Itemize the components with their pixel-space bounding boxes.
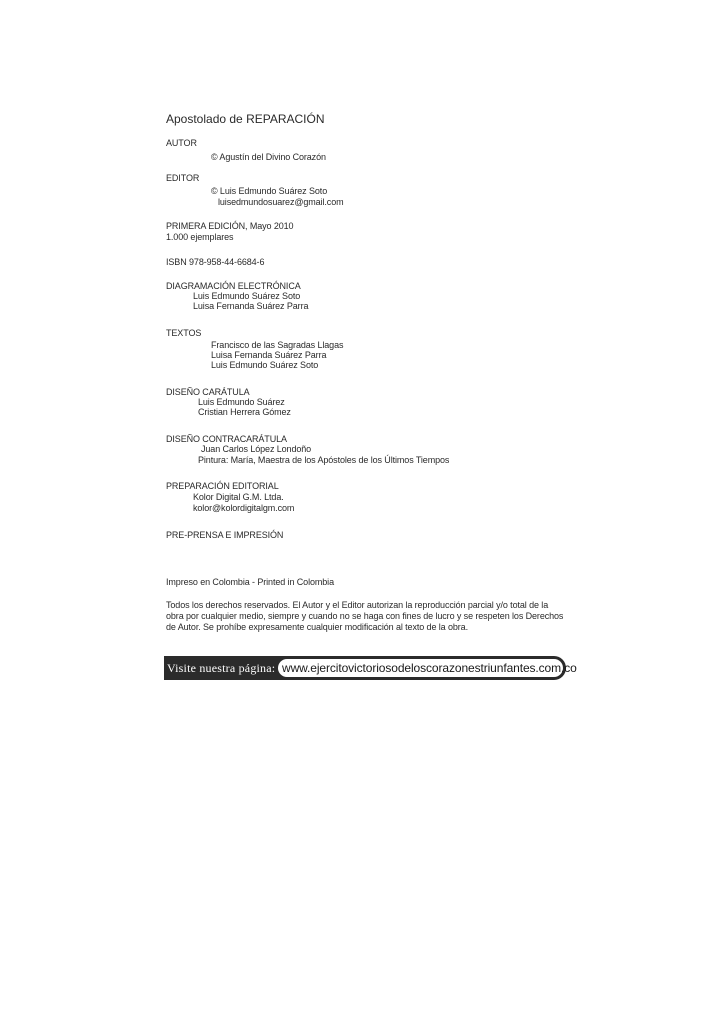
textos-heading: TEXTOS (166, 328, 202, 338)
editor-email: luisedmundosuarez@gmail.com (218, 197, 344, 207)
textos-name: Francisco de las Sagradas Llagas (211, 340, 344, 350)
preparacion-name: Kolor Digital G.M. Ltda. (193, 492, 284, 502)
edicion-heading: PRIMERA EDICIÓN, Mayo 2010 (166, 221, 294, 231)
website-link[interactable]: www.ejercitovictoriosodeloscorazonestriunfantes.com.co (282, 661, 577, 675)
impreso-line: Impreso en Colombia - Printed in Colombia (166, 577, 334, 587)
caratula-name: Luis Edmundo Suárez (198, 397, 285, 407)
preprensa: PRE-PRENSA E IMPRESIÓN (166, 530, 284, 540)
diagramacion-name: Luisa Fernanda Suárez Parra (193, 301, 309, 311)
rights-paragraph: Todos los derechos reservados. El Autor y el Editor autorizan la reproducción parcial y/o total de la obra por cualquier medio, siempre y cuando no se haga con fines de lucro y se respeten los Derechos de Autor. Se prohíbe expresamente cualquier modificación al texto de la obra. (166, 600, 564, 632)
preparacion-email: kolor@kolordigitalgm.com (193, 503, 295, 513)
editor-name: © Luis Edmundo Suárez Soto (211, 186, 328, 196)
preparacion-heading: PREPARACIÓN EDITORIAL (166, 481, 279, 491)
banner-label: Visite nuestra página: (167, 661, 276, 675)
contracaratula-name: Pintura: María, Maestra de los Apóstoles de los Últimos Tiempos (198, 455, 450, 465)
caratula-heading: DISEÑO CARÁTULA (166, 387, 250, 397)
autor-heading: AUTOR (166, 138, 197, 148)
caratula-name: Cristian Herrera Gómez (198, 407, 291, 417)
diagramacion-name: Luis Edmundo Suárez Soto (193, 291, 301, 301)
autor-name: © Agustín del Divino Corazón (211, 152, 326, 162)
diagramacion-heading: DIAGRAMACIÓN ELECTRÓNICA (166, 281, 301, 291)
textos-name: Luisa Fernanda Suárez Parra (211, 350, 327, 360)
contracaratula-name: Juan Carlos López Londoño (201, 444, 312, 454)
page-title: Apostolado de REPARACIÓN (166, 112, 325, 126)
editor-heading: EDITOR (166, 173, 200, 183)
edicion-copies: 1.000 ejemplares (166, 232, 234, 242)
isbn: ISBN 978-958-44-6684-6 (166, 257, 265, 267)
contracaratula-heading: DISEÑO CONTRACARÁTULA (166, 434, 287, 444)
textos-name: Luis Edmundo Suárez Soto (211, 360, 319, 370)
